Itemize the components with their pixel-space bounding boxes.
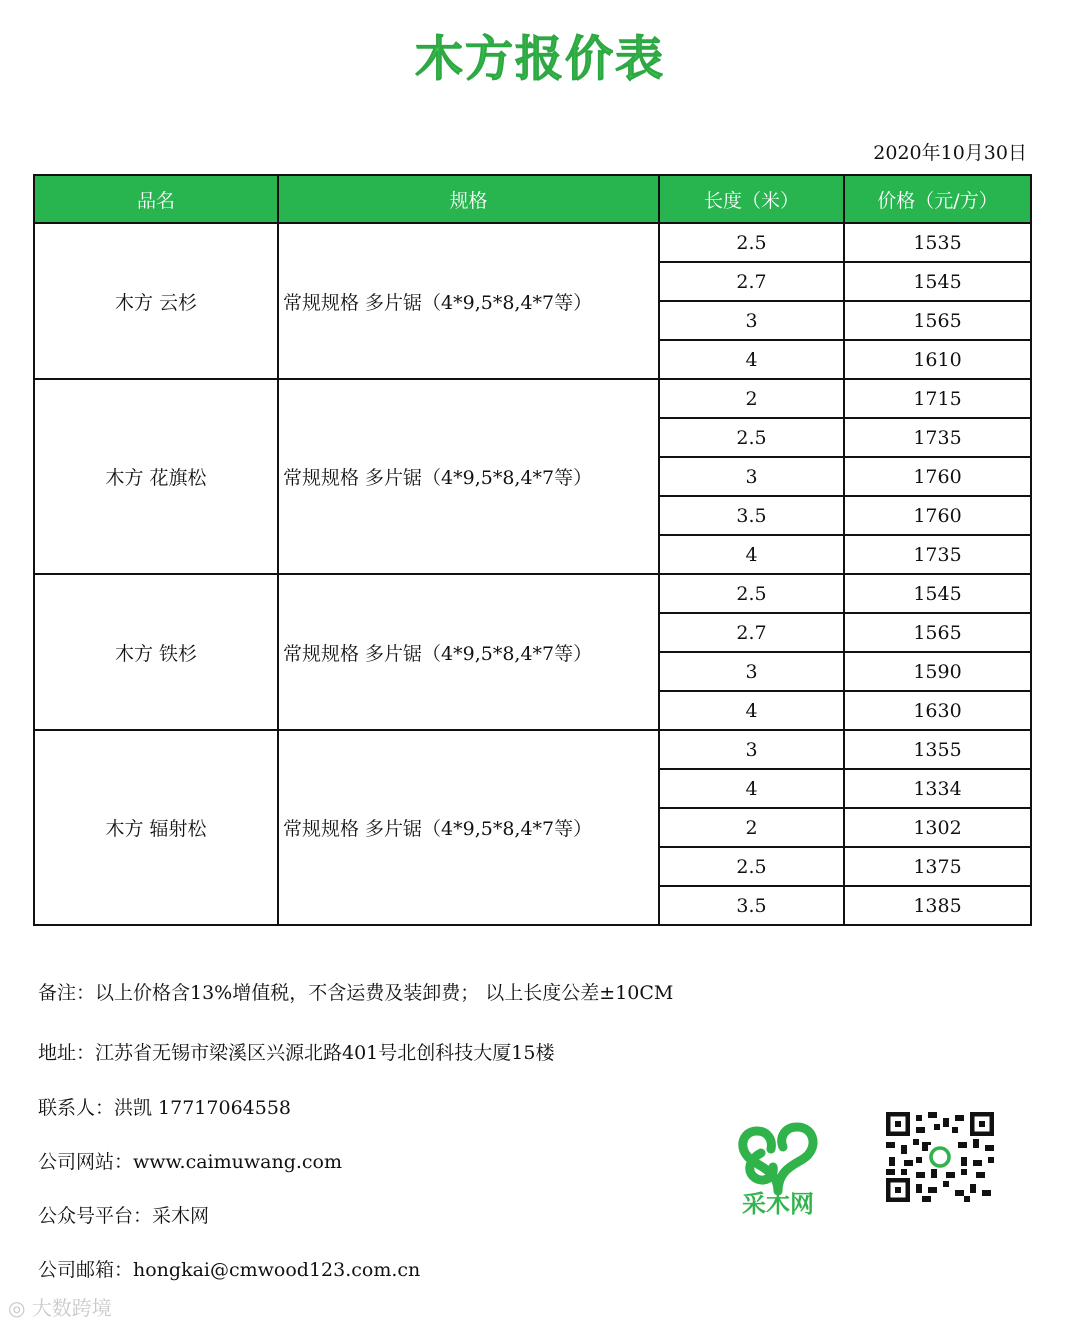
wechat-line: 公众号平台：采木网 bbox=[38, 1205, 210, 1227]
spec-cell: 常规规格 多片锯（4*9,5*8,4*7等） bbox=[278, 223, 659, 379]
length-cell: 4 bbox=[659, 691, 844, 730]
remark-note: 备注：以上价格含13%增值税，不含运费及装卸费； 以上长度公差±10CM bbox=[38, 982, 674, 1004]
spec-cell: 常规规格 多片锯（4*9,5*8,4*7等） bbox=[278, 574, 659, 730]
length-cell: 3 bbox=[659, 457, 844, 496]
length-cell: 4 bbox=[659, 535, 844, 574]
length-cell: 2.5 bbox=[659, 847, 844, 886]
page-title: 木方报价表 bbox=[414, 31, 665, 87]
table-row bbox=[34, 730, 1031, 769]
length-cell: 2 bbox=[659, 379, 844, 418]
email-line[interactable]: 公司邮箱：hongkai@cmwood123.com.cn bbox=[38, 1259, 421, 1281]
price-cell: 1735 bbox=[844, 535, 1031, 574]
length-cell: 2.7 bbox=[659, 262, 844, 301]
watermark-icon: ◎ bbox=[8, 1296, 32, 1320]
price-cell: 1355 bbox=[844, 730, 1031, 769]
table-row bbox=[34, 379, 1031, 418]
header-price: 价格（元/方） bbox=[844, 175, 1031, 223]
product-name-cell: 木方 花旗松 bbox=[34, 379, 278, 574]
length-cell: 4 bbox=[659, 340, 844, 379]
logo-text: 采木网 bbox=[742, 1190, 814, 1218]
length-cell: 2.5 bbox=[659, 418, 844, 457]
length-cell: 2.5 bbox=[659, 574, 844, 613]
price-cell: 1375 bbox=[844, 847, 1031, 886]
length-cell: 2.7 bbox=[659, 613, 844, 652]
price-cell: 1565 bbox=[844, 301, 1031, 340]
watermark bbox=[8, 1292, 112, 1321]
header-spec: 规格 bbox=[278, 175, 659, 223]
price-cell: 1535 bbox=[844, 223, 1031, 262]
price-cell: 1385 bbox=[844, 886, 1031, 925]
price-cell: 1630 bbox=[844, 691, 1031, 730]
spec-cell: 常规规格 多片锯（4*9,5*8,4*7等） bbox=[278, 379, 659, 574]
contact-line: 联系人：洪凯 17717064558 bbox=[38, 1097, 292, 1119]
price-cell: 1735 bbox=[844, 418, 1031, 457]
qr-code-icon bbox=[886, 1112, 994, 1202]
price-cell: 1610 bbox=[844, 340, 1031, 379]
product-name-cell: 木方 辐射松 bbox=[34, 730, 278, 925]
table-row bbox=[34, 223, 1031, 262]
website-line[interactable]: 公司网站：www.caimuwang.com bbox=[38, 1151, 343, 1173]
price-cell: 1760 bbox=[844, 496, 1031, 535]
length-cell: 3 bbox=[659, 652, 844, 691]
spec-cell: 常规规格 多片锯（4*9,5*8,4*7等） bbox=[278, 730, 659, 925]
table-header-row bbox=[34, 175, 1031, 223]
length-cell: 3 bbox=[659, 301, 844, 340]
price-cell: 1565 bbox=[844, 613, 1031, 652]
table-row bbox=[34, 574, 1031, 613]
length-cell: 4 bbox=[659, 769, 844, 808]
price-cell: 1302 bbox=[844, 808, 1031, 847]
price-cell: 1715 bbox=[844, 379, 1031, 418]
quote-date: 2020年10月30日 bbox=[873, 142, 1027, 164]
price-table bbox=[33, 174, 1032, 926]
price-cell: 1760 bbox=[844, 457, 1031, 496]
header-length: 长度（米） bbox=[659, 175, 844, 223]
price-cell: 1334 bbox=[844, 769, 1031, 808]
header-product-name: 品名 bbox=[34, 175, 278, 223]
length-cell: 2 bbox=[659, 808, 844, 847]
product-name-cell: 木方 铁杉 bbox=[34, 574, 278, 730]
length-cell: 3 bbox=[659, 730, 844, 769]
price-cell: 1590 bbox=[844, 652, 1031, 691]
watermark-text: 大数跨境 bbox=[31, 1296, 112, 1320]
address-line: 地址：江苏省无锡市梁溪区兴源北路401号北创科技大厦15楼 bbox=[38, 1042, 555, 1064]
length-cell: 2.5 bbox=[659, 223, 844, 262]
length-cell: 3.5 bbox=[659, 886, 844, 925]
price-cell: 1545 bbox=[844, 574, 1031, 613]
length-cell: 3.5 bbox=[659, 496, 844, 535]
price-cell: 1545 bbox=[844, 262, 1031, 301]
product-name-cell: 木方 云杉 bbox=[34, 223, 278, 379]
